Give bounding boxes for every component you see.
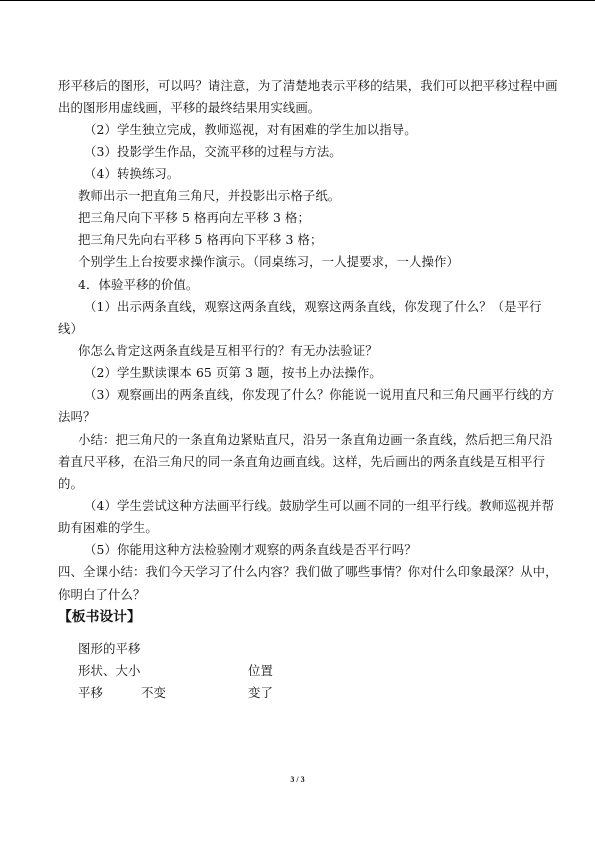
paragraph-line: 小结：把三角尺的一条直角边紧贴直尺，沿另一条直角边画一条直线，然后把三角尺沿 [78,432,553,447]
paragraph-line: 4．体验平移的价值。 [78,277,199,292]
board-changed-label: 变了 [248,685,273,700]
paragraph-line: 你明白了什么？ [58,587,146,602]
paragraph-line: 形平移后的图形，可以吗？请注意，为了清楚地表示平移的结果，我们可以把平移过程中画 [58,78,558,93]
board-design-heading: 【板书设计】 [58,609,141,625]
paragraph-line: （5）你能用这种方法检验刚才观察的两条直线是否平行吗？ [84,542,417,557]
paragraph-line: （2）学生默读课本 65 页第 3 题，按书上办法操作。 [84,365,382,380]
paragraph-line: 法吗？ [58,409,96,424]
paragraph-line: 把三角尺先向右平移 5 格再向下平移 3 格； [78,232,323,247]
paragraph-line: （3）投影学生作品，交流平移的过程与方法。 [84,144,342,159]
paragraph-line: 出的图形用虚线画，平移的最终结果用实线画。 [58,100,321,115]
board-position-label: 位置 [248,663,273,678]
paragraph-line: 教师出示一把直角三角尺，并投影出示格子纸。 [78,188,341,203]
board-unchanged-label: 不变 [141,685,166,700]
board-translation-label: 平移 [78,685,103,700]
paragraph-line: （2）学生独立完成，教师巡视，对有困难的学生加以指导。 [84,122,417,137]
paragraph-line: （4）转换练习。 [84,166,180,181]
paragraph-line: 助有困难的学生。 [58,520,158,535]
page-number: 3 / 3 [290,775,305,784]
paragraph-line: 着直尺平移，在沿三角尺的同一条直角边画直线。这样，先后画出的两条直线是互相平行 [58,454,546,469]
paragraph-line: 你怎么肯定这两条直线是互相平行的？有无办法验证？ [78,343,378,358]
paragraph-line: 四、全课小结：我们今天学习了什么内容？我们做了哪些事情？你对什么印象最深？从中， [58,564,558,579]
paragraph-line: （4）学生尝试这种方法画平行线。鼓励学生可以画不同的一组平行线。教师巡视并帮 [84,498,555,513]
paragraph-line: 把三角尺向下平移 5 格再向左平移 3 格； [78,210,310,225]
paragraph-line: 的。 [58,476,83,491]
board-title: 图形的平移 [78,641,141,656]
paragraph-line: 个别学生上台按要求操作演示。（同桌练习，一人提要求，一人操作） [78,254,460,269]
paragraph-line: 线） [58,321,83,336]
board-shape-size-label: 形状、大小 [78,663,141,678]
top-rule [0,0,595,1]
paragraph-line: （3）观察画出的两条直线，你发现了什么？你能说一说用直尺和三角尺画平行线的方 [84,387,555,402]
paragraph-line: （1）出示两条直线，观察这两条直线，观察这两条直线，你发现了什么？（是平行 [84,299,542,314]
